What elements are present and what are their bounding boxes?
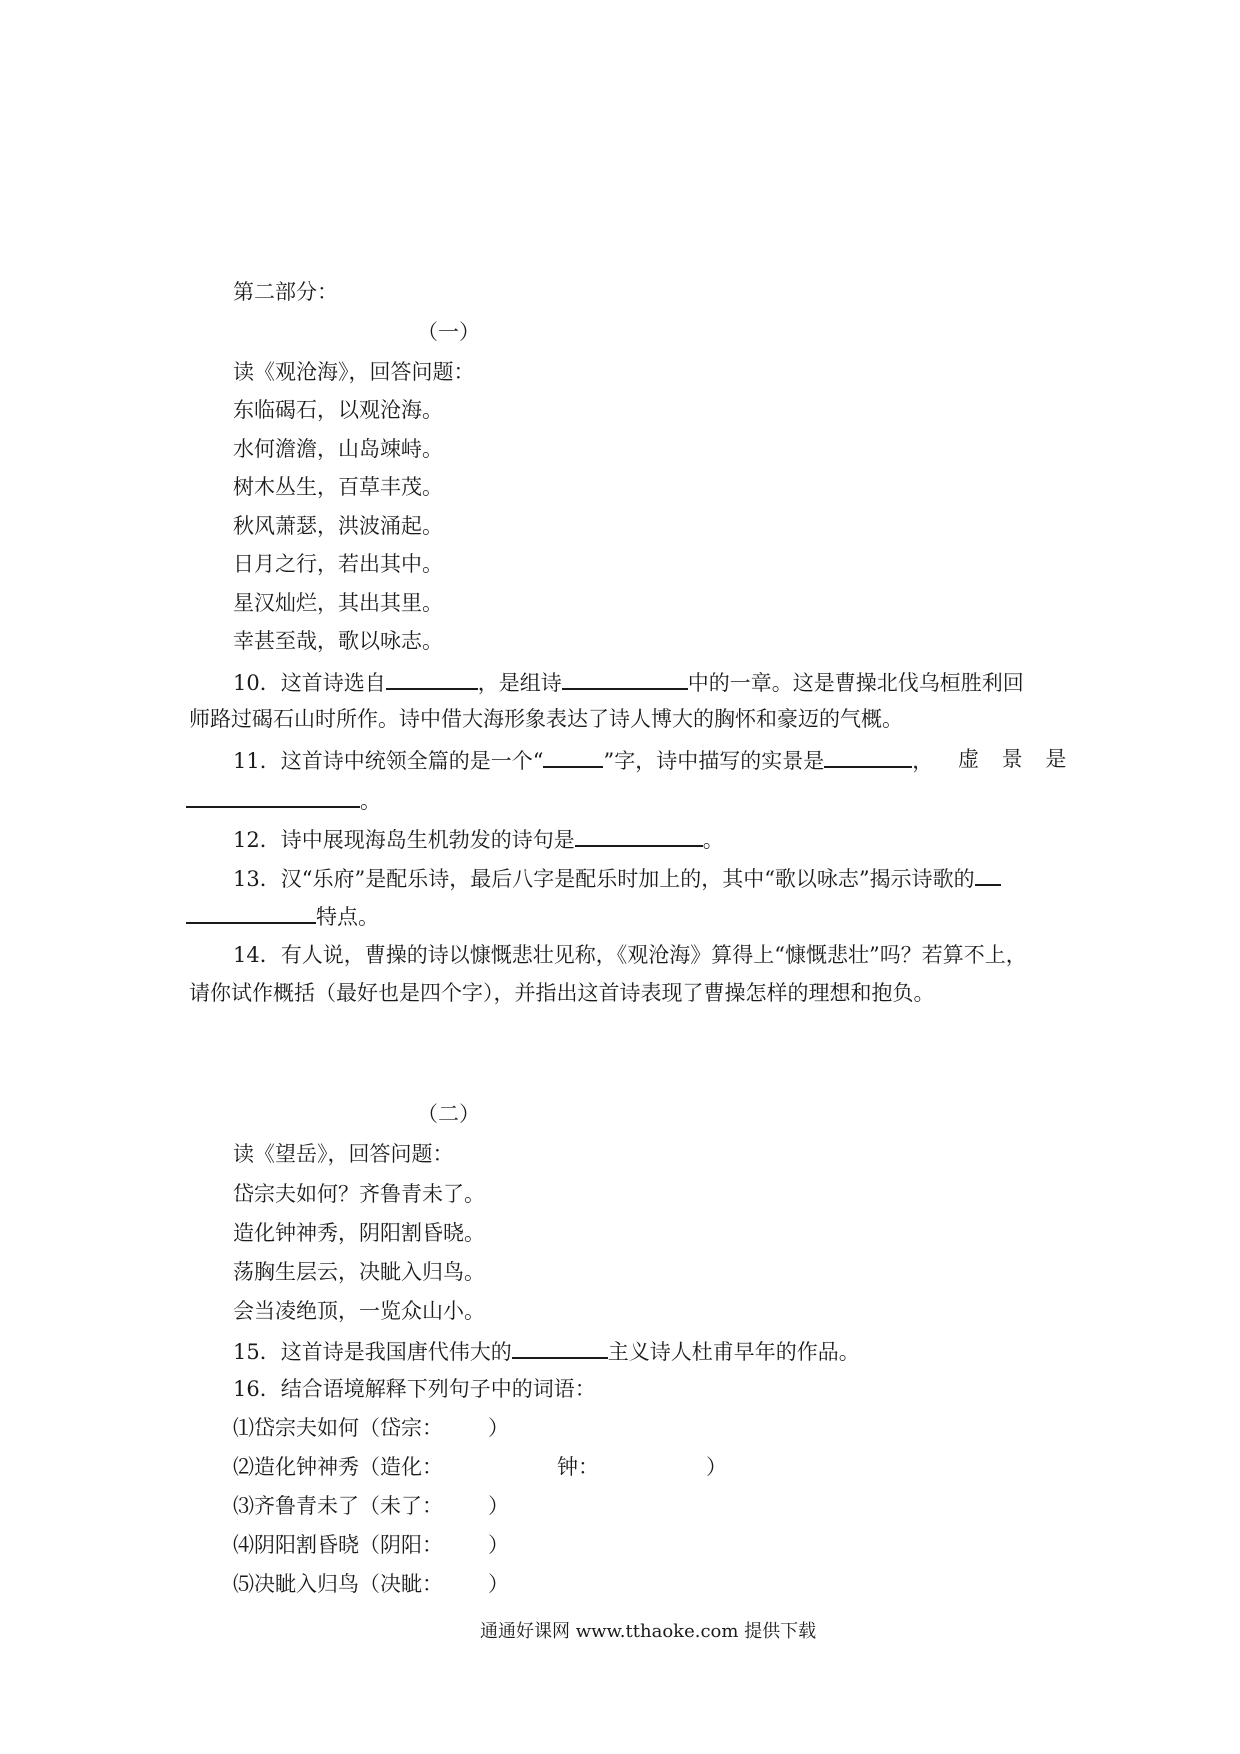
poem-line: 树木丛生，百草丰茂。: [233, 475, 443, 499]
question-15: [233, 1335, 860, 1367]
section-2-label: （二）: [417, 1102, 480, 1126]
question-10-line2: 师路过碣石山时所作。诗中借大海形象表达了诗人博大的胸怀和豪迈的气概。: [189, 707, 903, 731]
section-1-intro: 读《观沧海》，回答问题：: [233, 360, 475, 384]
poem-line: 会当凌绝顶，一览众山小。: [233, 1299, 485, 1323]
section-2-intro: 读《望岳》，回答问题：: [233, 1142, 454, 1166]
question-16-close-paren: ）: [488, 1416, 509, 1440]
question-16-title: 16．结合语境解释下列句子中的词语：: [233, 1377, 596, 1401]
question-16-item: ⑷阴阳割昏晓（阴阳：: [233, 1533, 443, 1557]
answer-blank[interactable]: [186, 784, 360, 808]
answer-blank[interactable]: [186, 900, 316, 924]
question-13-text: 13．汉“乐府”是配乐诗，最后八字是配乐时加上的，其中“歌以咏志”揭示诗歌的: [233, 867, 975, 891]
question-16-item: ⑸决眦入归鸟（决眦：: [233, 1572, 443, 1596]
question-12-text: 。: [702, 828, 724, 852]
answer-blank[interactable]: [543, 744, 603, 768]
question-11-text: 虚 景 是: [958, 747, 1075, 771]
answer-blank[interactable]: [512, 1335, 608, 1359]
answer-blank[interactable]: [575, 823, 703, 847]
question-16-item: ⑵造化钟神秀（造化：: [233, 1455, 443, 1479]
question-13: [233, 862, 1001, 894]
question-16-item: ⑶齐鲁青未了（未了：: [233, 1494, 443, 1518]
poem-line: 岱宗夫如何？齐鲁青未了。: [233, 1182, 485, 1206]
question-13-line2: [186, 900, 379, 932]
question-11-text: ，: [912, 749, 934, 773]
part-title: 第二部分：: [233, 280, 338, 304]
answer-blank[interactable]: [824, 744, 912, 768]
question-12: [233, 823, 724, 855]
question-16-close-paren: ）: [488, 1572, 509, 1596]
question-16-item: ⑴岱宗夫如何（岱宗：: [233, 1416, 443, 1440]
question-10-text: 10．这首诗选自: [233, 671, 386, 695]
question-10: [233, 666, 1024, 698]
question-12-text: 12．诗中展现海岛生机勃发的诗句是: [233, 828, 575, 852]
question-11-text: ”字，诗中描写的实景是: [603, 749, 825, 773]
question-16-item-mid: 钟：: [557, 1455, 599, 1479]
poem-line: 造化钟神秀，阴阳割昏晓。: [233, 1221, 485, 1245]
answer-blank[interactable]: [386, 666, 478, 690]
poem-line: 东临碣石，以观沧海。: [233, 398, 443, 422]
answer-blank[interactable]: [975, 862, 1001, 886]
question-11-line2: [186, 784, 381, 816]
question-10-text: ，是组诗: [477, 671, 562, 695]
question-15-text: 主义诗人杜甫早年的作品。: [607, 1340, 860, 1364]
poem-line: 秋风萧瑟，洪波涌起。: [233, 514, 443, 538]
question-11-text: 。: [360, 789, 381, 813]
section-1-label: （一）: [417, 320, 480, 344]
poem-line: 水何澹澹，山岛竦峙。: [233, 437, 443, 461]
question-16-close-paren: ）: [488, 1533, 509, 1557]
question-16-close-paren: ）: [706, 1455, 727, 1479]
question-16-close-paren: ）: [488, 1494, 509, 1518]
question-13-text: 特点。: [316, 905, 379, 929]
question-11: [233, 744, 933, 776]
footer-text: 通通好课网 www.tthaoke.com 提供下载: [480, 1621, 817, 1642]
poem-line: 幸甚至哉，歌以咏志。: [233, 629, 443, 653]
poem-line: 日月之行，若出其中。: [233, 552, 443, 576]
poem-line: 星汉灿烂，其出其里。: [233, 591, 443, 615]
answer-blank[interactable]: [562, 666, 688, 690]
question-14-line1: 14．有人说，曹操的诗以慷慨悲壮见称，《观沧海》算得上“慷慨悲壮”吗？若算不上，: [233, 943, 1027, 967]
poem-line: 荡胸生层云，决眦入归鸟。: [233, 1260, 485, 1284]
question-14-line2: 请你试作概括（最好也是四个字），并指出这首诗表现了曹操怎样的理想和抱负。: [189, 981, 935, 1005]
question-15-text: 15．这首诗是我国唐代伟大的: [233, 1340, 512, 1364]
question-11-text: 11．这首诗中统领全篇的是一个“: [233, 749, 544, 773]
question-10-text: 中的一章。这是曹操北伐乌桓胜利回: [687, 671, 1024, 695]
